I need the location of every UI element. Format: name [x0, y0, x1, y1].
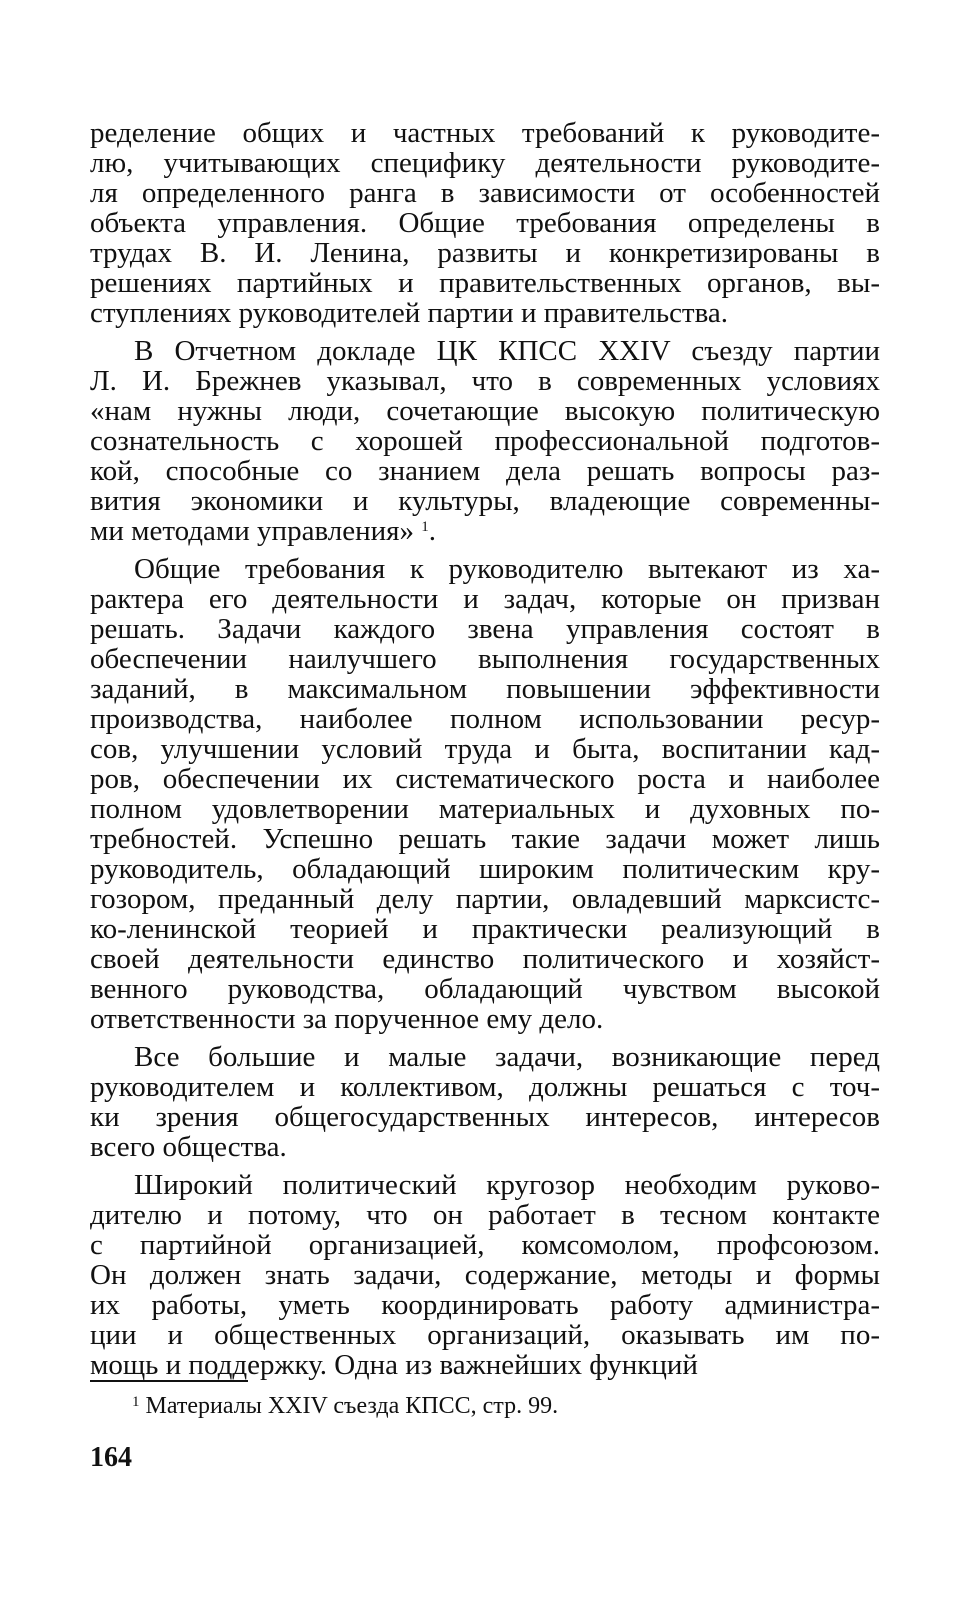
text-line	[90, 118, 880, 148]
text-line	[90, 1170, 880, 1200]
line-text: Общие требования к руководителю вытекают из ха-	[134, 553, 880, 585]
text-line	[90, 824, 880, 854]
line-text: всего общества.	[90, 1131, 287, 1163]
text-line	[90, 298, 880, 328]
paragraph	[90, 554, 880, 1034]
line-text: Широкий политический кругозор необходим руково-	[134, 1169, 880, 1201]
line-text: руководителем и коллективом, должны решаться с точ-	[90, 1071, 880, 1103]
text-line	[90, 396, 880, 426]
text-line	[90, 1004, 880, 1034]
paragraph	[90, 118, 880, 328]
text-line	[90, 1230, 880, 1260]
line-text: решениях партийных и правительственных органов, вы-	[90, 267, 880, 299]
text-line	[90, 238, 880, 268]
line-text: вития экономики и культуры, владеющие современны-	[90, 485, 880, 517]
line-text: ответственности за порученное ему дело.	[90, 1003, 604, 1035]
line-text: ля определенного ранга в зависимости от особенностей	[90, 177, 880, 209]
text-line	[90, 644, 880, 674]
line-text: лю, учитывающих специфику деятельности руководите-	[90, 147, 880, 179]
line-text: решать. Задачи каждого звена управления состоят в	[90, 613, 880, 645]
text-line	[90, 1350, 880, 1380]
text-line	[90, 944, 880, 974]
text-line	[90, 268, 880, 298]
body-text	[90, 118, 880, 1380]
text-line	[90, 854, 880, 884]
text-line	[90, 794, 880, 824]
text-line	[90, 1132, 880, 1162]
text-line	[90, 1260, 880, 1290]
text-line	[90, 764, 880, 794]
line-text: производства, наиболее полном использовании ресур-	[90, 703, 880, 735]
footnote-reference: 1	[421, 519, 429, 535]
text-line	[90, 734, 880, 764]
line-text: ров, обеспечении их систематического роста и наиболее	[90, 763, 880, 795]
text-line	[90, 456, 880, 486]
line-text: кой, способные со знанием дела решать вопросы раз-	[90, 455, 880, 487]
text-line	[90, 208, 880, 238]
text-line	[90, 1320, 880, 1350]
text-line	[90, 554, 880, 584]
line-text: гозором, преданный делу партии, овладевший марксистс-	[90, 883, 880, 915]
text-line	[90, 178, 880, 208]
text-line	[90, 336, 880, 366]
text-line	[90, 614, 880, 644]
line-text: сов, улучшении условий труда и быта, воспитании кад-	[90, 733, 880, 765]
text-line	[90, 486, 880, 516]
line-text: «нам нужны люди, сочетающие высокую политическую	[90, 395, 880, 427]
footnote-text: Материалы XXIV съезда КПСС, стр. 99.	[145, 1393, 559, 1419]
footnote-marker: 1	[132, 1394, 140, 1410]
line-text: ступлениях руководителей партии и правительства.	[90, 297, 729, 329]
text-line	[90, 1102, 880, 1132]
line-text: ми методами управления»	[90, 515, 414, 547]
paragraph	[90, 1170, 880, 1380]
line-text: их работы, уметь координировать работу администра-	[90, 1289, 880, 1321]
paragraph	[90, 1042, 880, 1162]
line-text: объекта управления. Общие требования определены в	[90, 207, 880, 239]
line-text: ределение общих и частных требований к руководите-	[90, 117, 880, 149]
text-line	[90, 1200, 880, 1230]
line-text: сознательность с хорошей профессиональной подготов-	[90, 425, 880, 457]
text-line	[90, 366, 880, 396]
text-line	[90, 1072, 880, 1102]
paragraph	[90, 336, 880, 546]
line-text: ции и общественных организаций, оказывать им по-	[90, 1319, 880, 1351]
text-line	[90, 914, 880, 944]
line-text: Л. И. Брежнев указывал, что в современных условиях	[90, 365, 880, 397]
line-text: заданий, в максимальном повышении эффективности	[90, 673, 880, 705]
text-line	[90, 426, 880, 456]
line-text: дителю и потому, что он работает в тесном контакте	[90, 1199, 880, 1231]
text-line	[90, 704, 880, 734]
text-line	[90, 584, 880, 614]
line-text: венного руководства, обладающий чувством высокой	[90, 973, 880, 1005]
line-text: требностей. Успешно решать такие задачи может лишь	[90, 823, 880, 855]
line-text: Все большие и малые задачи, возникающие перед	[134, 1041, 880, 1073]
footnote	[132, 1392, 558, 1420]
text-line	[90, 884, 880, 914]
page-number: 164	[90, 1442, 132, 1473]
line-text: рактера его деятельности и задач, которые он призван	[90, 583, 880, 615]
text-line	[90, 974, 880, 1004]
line-tail: .	[428, 515, 436, 547]
line-text: полном удовлетворении материальных и духовных по-	[90, 793, 880, 825]
line-text: своей деятельности единство политического и хозяйст-	[90, 943, 880, 975]
line-text: обеспечении наилучшего выполнения государственных	[90, 643, 880, 675]
text-line	[90, 148, 880, 178]
line-text: Он должен знать задачи, содержание, методы и формы	[90, 1259, 880, 1291]
line-text: мощь и поддержку. Одна из важнейших функций	[90, 1349, 698, 1381]
line-text: ки зрения общегосударственных интересов, интересов	[90, 1101, 880, 1133]
text-line	[90, 516, 880, 546]
footnote-divider	[90, 1380, 248, 1382]
text-line	[90, 674, 880, 704]
line-text: с партийной организацией, комсомолом, профсоюзом.	[90, 1229, 880, 1261]
line-text: трудах В. И. Ленина, развиты и конкретизированы в	[90, 237, 880, 269]
text-line	[90, 1290, 880, 1320]
line-text: В Отчетном докладе ЦК КПСС XXIV съезду партии	[134, 335, 880, 367]
line-text: ко-ленинской теорией и практически реализующий в	[90, 913, 880, 945]
text-line	[90, 1042, 880, 1072]
line-text: руководитель, обладающий широким политическим кру-	[90, 853, 880, 885]
